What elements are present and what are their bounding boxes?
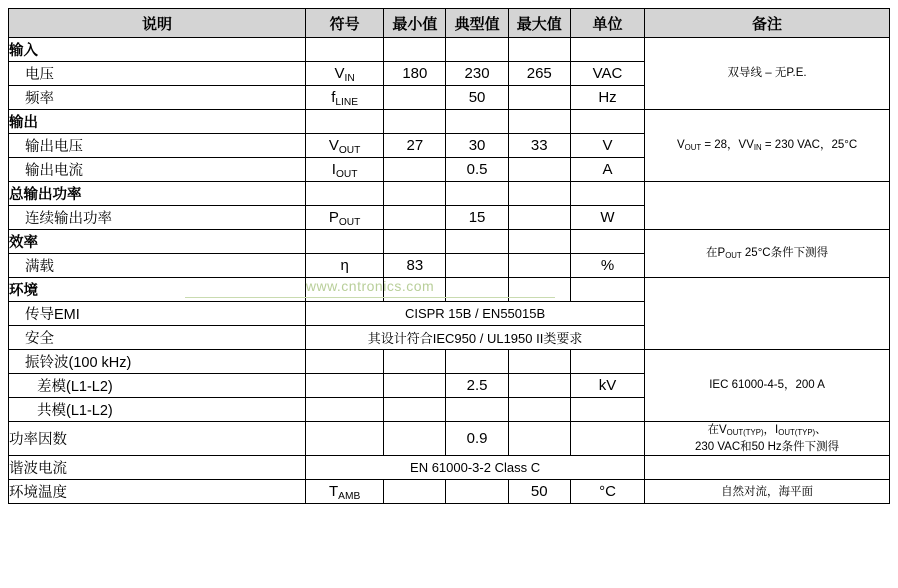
row-label-environment-group: 环境 — [9, 278, 306, 302]
typ-output-current: 0.5 — [446, 158, 508, 182]
table-row — [9, 38, 890, 62]
typ-output-voltage: 30 — [446, 134, 508, 158]
column-header-unit: 单位 — [570, 9, 644, 38]
symbol-output-current: $I_{OUT}$ — [306, 158, 384, 182]
typ-output-group — [446, 110, 508, 134]
max-power-factor — [508, 422, 570, 456]
min-environment-group — [384, 278, 446, 302]
typ-environment-group — [446, 278, 508, 302]
row-label-power-factor: 功率因数 — [9, 422, 306, 456]
note-total-output-power — [645, 182, 890, 230]
row-label-conducted-emi: 传导EMI — [9, 302, 306, 326]
note-power-factor: 在$V_{OUT(TYP)}$，$I_{OUT(TYP)}$、 230 VAC和50 Hz条件下测得 — [645, 422, 890, 456]
row-label-output-current: 输出电流 — [9, 158, 306, 182]
symbol-ambient-temperature: $T_{AMB}$ — [306, 480, 384, 504]
row-label-frequency: 频率 — [9, 86, 306, 110]
max-voltage: 265 — [508, 62, 570, 86]
table-row — [9, 422, 890, 456]
unit-output-current: A — [570, 158, 644, 182]
max-frequency — [508, 86, 570, 110]
min-total-output-power — [384, 182, 446, 206]
row-label-input-group: 输入 — [9, 38, 306, 62]
min-continuous-output-power — [384, 206, 446, 230]
typ-efficiency-group — [446, 230, 508, 254]
table-row — [9, 278, 890, 302]
table-row — [9, 230, 890, 254]
symbol-ringwave — [306, 350, 384, 374]
column-header-symbol: 符号 — [306, 9, 384, 38]
max-ambient-temperature: 50 — [508, 480, 570, 504]
unit-output-group — [570, 110, 644, 134]
value-conducted-emi: CISPR 15B / EN55015B — [306, 302, 645, 326]
row-label-differential-mode: 差模(L1-L2) — [9, 374, 306, 398]
row-label-ambient-temperature: 环境温度 — [9, 480, 306, 504]
unit-frequency: Hz — [570, 86, 644, 110]
unit-ambient-temperature: °C — [570, 480, 644, 504]
table-header — [9, 9, 890, 38]
unit-environment-group — [570, 278, 644, 302]
table-row — [9, 456, 890, 480]
symbol-total-output-power — [306, 182, 384, 206]
row-label-efficiency-group: 效率 — [9, 230, 306, 254]
max-input-group — [508, 38, 570, 62]
unit-efficiency-group — [570, 230, 644, 254]
unit-common-mode — [570, 398, 644, 422]
min-frequency — [384, 86, 446, 110]
max-environment-group — [508, 278, 570, 302]
column-header-typ: 典型值 — [446, 9, 508, 38]
column-header-max: 最大值 — [508, 9, 570, 38]
value-safety: 其设计符合IEC950 / UL1950 II类要求 — [306, 326, 645, 350]
typ-frequency: 50 — [446, 86, 508, 110]
unit-total-output-power — [570, 182, 644, 206]
typ-ringwave — [446, 350, 508, 374]
row-label-output-group: 输出 — [9, 110, 306, 134]
min-power-factor — [384, 422, 446, 456]
note-efficiency: 在$P_{OUT}$ 25°C条件下测得 — [645, 230, 890, 278]
min-ambient-temperature — [384, 480, 446, 504]
note-input: 双导线 – 无P.E. — [645, 38, 890, 110]
table-row — [9, 480, 890, 504]
max-full-load — [508, 254, 570, 278]
note-ringwave: IEC 61000-4-5，200 A — [645, 350, 890, 422]
header-row — [9, 9, 890, 38]
typ-differential-mode: 2.5 — [446, 374, 508, 398]
symbol-frequency: $f_{LINE}$ — [306, 86, 384, 110]
row-label-common-mode: 共模(L1-L2) — [9, 398, 306, 422]
symbol-voltage: $V_{IN}$ — [306, 62, 384, 86]
unit-ringwave — [570, 350, 644, 374]
column-header-min: 最小值 — [384, 9, 446, 38]
symbol-power-factor — [306, 422, 384, 456]
table-row — [9, 110, 890, 134]
symbol-input-group — [306, 38, 384, 62]
max-differential-mode — [508, 374, 570, 398]
row-label-safety: 安全 — [9, 326, 306, 350]
min-ringwave — [384, 350, 446, 374]
unit-output-voltage: V — [570, 134, 644, 158]
symbol-output-group — [306, 110, 384, 134]
max-continuous-output-power — [508, 206, 570, 230]
unit-power-factor — [570, 422, 644, 456]
min-efficiency-group — [384, 230, 446, 254]
value-harmonic-current: EN 61000-3-2 Class C — [306, 456, 645, 480]
table-row — [9, 350, 890, 374]
typ-total-output-power — [446, 182, 508, 206]
row-label-harmonic-current: 谐波电流 — [9, 456, 306, 480]
min-differential-mode — [384, 374, 446, 398]
column-header-description: 说明 — [9, 9, 306, 38]
min-output-current — [384, 158, 446, 182]
typ-voltage: 230 — [446, 62, 508, 86]
unit-voltage: VAC — [570, 62, 644, 86]
typ-power-factor: 0.9 — [446, 422, 508, 456]
max-output-voltage: 33 — [508, 134, 570, 158]
row-label-total-output-power: 总输出功率 — [9, 182, 306, 206]
typ-input-group — [446, 38, 508, 62]
max-total-output-power — [508, 182, 570, 206]
max-efficiency-group — [508, 230, 570, 254]
symbol-continuous-output-power: $P_{OUT}$ — [306, 206, 384, 230]
min-full-load: 83 — [384, 254, 446, 278]
max-output-current — [508, 158, 570, 182]
min-output-group — [384, 110, 446, 134]
specification-table — [8, 8, 890, 504]
unit-continuous-output-power: W — [570, 206, 644, 230]
note-ambient-temperature: 自然对流，海平面 — [645, 480, 890, 504]
note-environment-group — [645, 278, 890, 350]
symbol-output-voltage: $V_{OUT}$ — [306, 134, 384, 158]
row-label-continuous-output-power: 连续输出功率 — [9, 206, 306, 230]
typ-full-load — [446, 254, 508, 278]
max-common-mode — [508, 398, 570, 422]
max-ringwave — [508, 350, 570, 374]
watermark-text: www.cntronics.com — [305, 278, 435, 294]
table-body — [9, 38, 890, 504]
typ-common-mode — [446, 398, 508, 422]
row-label-voltage: 电压 — [9, 62, 306, 86]
note-harmonic-current — [645, 456, 890, 480]
min-voltage: 180 — [384, 62, 446, 86]
row-label-output-voltage: 输出电压 — [9, 134, 306, 158]
note-output: $V_{OUT} = 28$，$VV_{IN} = 230$ VAC，25°C — [645, 110, 890, 182]
row-label-ringwave: 振铃波(100 kHz) — [9, 350, 306, 374]
unit-differential-mode: kV — [570, 374, 644, 398]
symbol-environment-group — [306, 278, 384, 302]
typ-continuous-output-power: 15 — [446, 206, 508, 230]
symbol-common-mode — [306, 398, 384, 422]
unit-input-group — [570, 38, 644, 62]
symbol-full-load: η — [306, 254, 384, 278]
min-output-voltage: 27 — [384, 134, 446, 158]
min-input-group — [384, 38, 446, 62]
column-header-remark: 备注 — [645, 9, 890, 38]
typ-ambient-temperature — [446, 480, 508, 504]
table-row — [9, 182, 890, 206]
max-output-group — [508, 110, 570, 134]
min-common-mode — [384, 398, 446, 422]
symbol-differential-mode — [306, 374, 384, 398]
row-label-full-load: 满载 — [9, 254, 306, 278]
unit-full-load: % — [570, 254, 644, 278]
specification-table-container — [8, 8, 890, 504]
symbol-efficiency-group — [306, 230, 384, 254]
